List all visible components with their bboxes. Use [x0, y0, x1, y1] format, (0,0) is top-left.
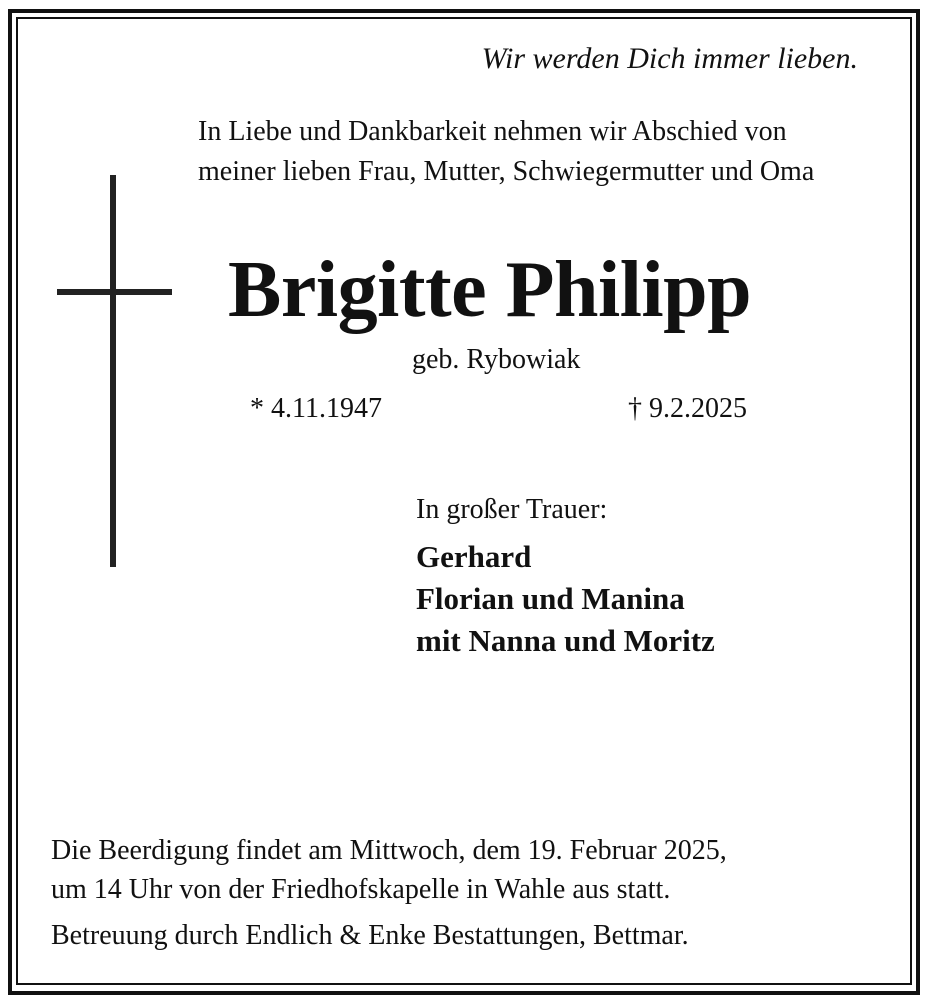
death-date: † 9.2.2025 — [628, 393, 747, 424]
deceased-name: Brigitte Philipp — [228, 246, 752, 334]
cross-vertical-bar — [110, 175, 116, 567]
undertaker-info: Betreuung durch Endlich & Enke Bestattungen, Bettmar. — [51, 920, 689, 951]
cross-horizontal-bar — [57, 289, 172, 295]
funeral-info — [51, 831, 727, 909]
intro-line-2: meiner lieben Frau, Mutter, Schwiegermutter und Oma — [198, 156, 815, 187]
maiden-name: geb. Rybowiak — [412, 344, 581, 375]
funeral-line-1: Die Beerdigung findet am Mittwoch, dem 19. Februar 2025, — [51, 835, 727, 866]
mourner-name: Florian und Manina — [416, 581, 685, 616]
funeral-line-2: um 14 Uhr von der Friedhofskapelle in Wahle aus statt. — [51, 874, 671, 905]
mourner-name: Gerhard — [416, 539, 532, 574]
mourning-block — [416, 492, 715, 662]
intro-line-1: In Liebe und Dankbarkeit nehmen wir Abschied von — [198, 116, 787, 147]
motto-text: Wir werden Dich immer lieben. — [481, 42, 858, 75]
birth-date: * 4.11.1947 — [250, 393, 382, 424]
intro-text — [198, 112, 814, 192]
mourning-label: In großer Trauer: — [416, 494, 608, 525]
mourner-name: mit Nanna und Moritz — [416, 623, 715, 658]
